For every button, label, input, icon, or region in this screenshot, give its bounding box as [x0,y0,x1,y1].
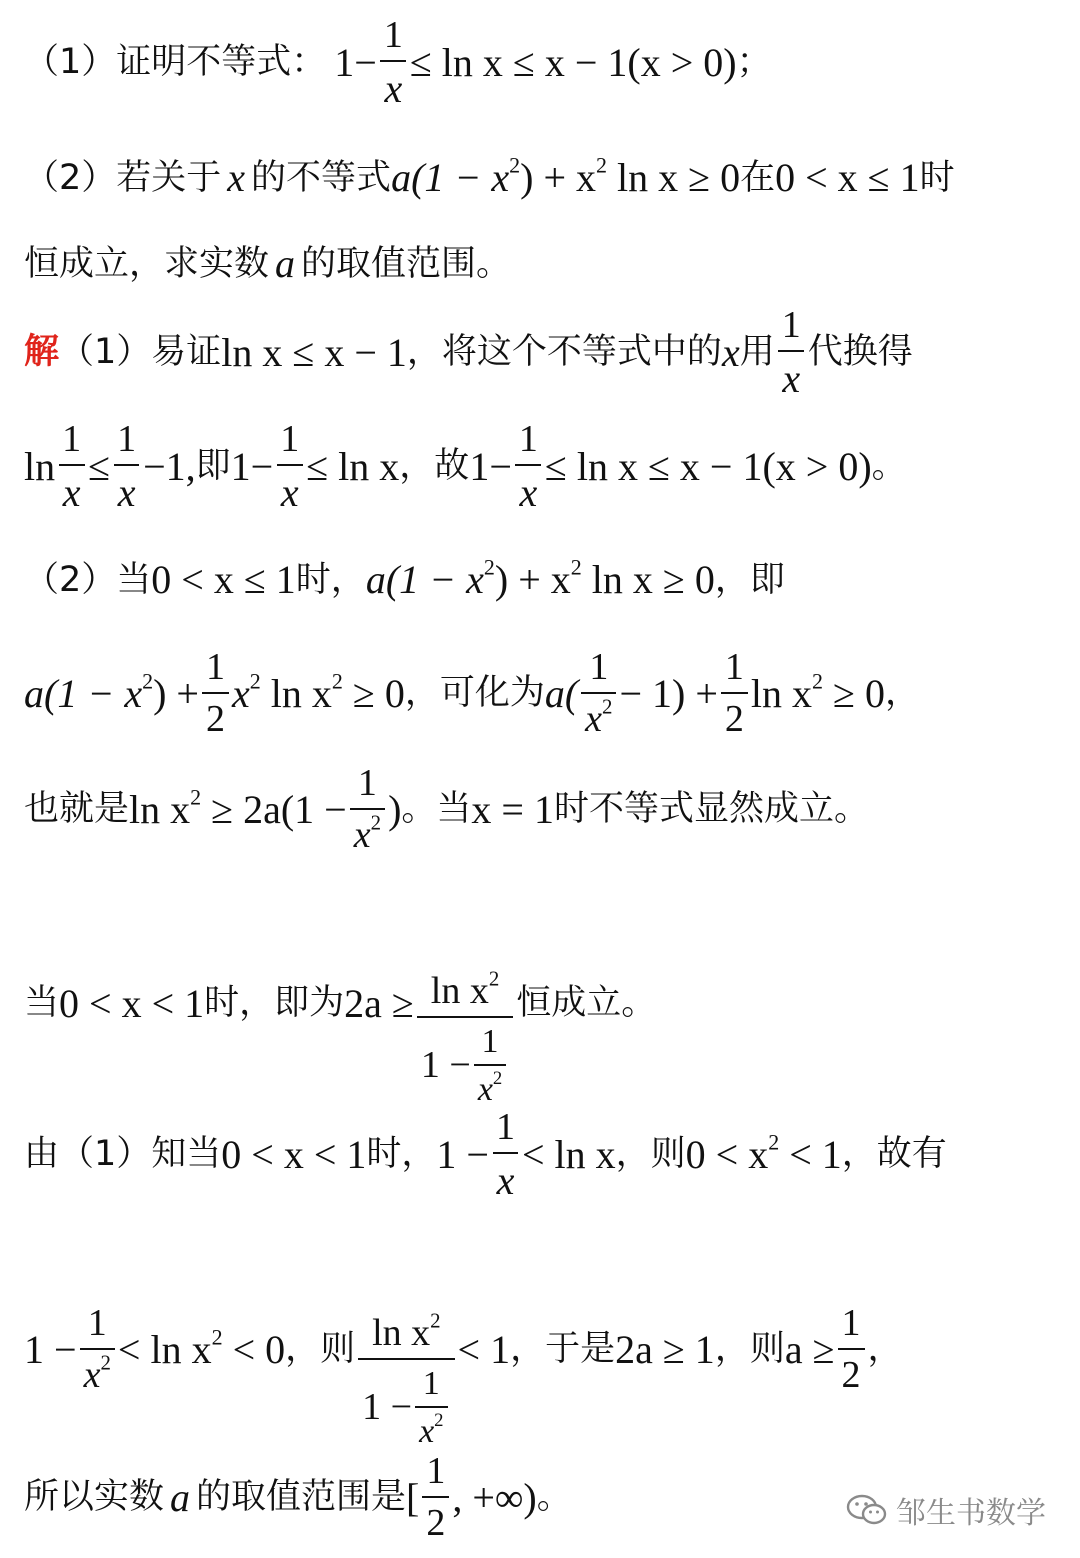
fraction: $\frac{1}{x}$ [380,16,407,110]
solution-1: 解 （1）易证 ln x ≤ x − 1 ，将这个不等式中的 x 用 $\frac{1}{x}$ 代换得 [24,304,913,401]
watermark-text: 邹生书数学 [896,1496,1046,1531]
solution-2-line5: 由（1）知当 0 < x < 1 时， 1 − $\frac{1}{x}$ < ln x ，则 $0 < x^2 < 1$ ，故有 [24,1106,947,1203]
solution-2-line3: 也就是 $\ln x^2 \ge 2a(1$ − $\frac{1}{x^2}$ ) 。当 x = 1 时不等式显然成立。 [24,762,869,856]
conclusion: 所以实数 a 的取值范围是 [ $\frac{1}{2}$ , +∞) 。 [24,1450,572,1544]
solution-2-line4: 当 0 < x < 1 时，即为 2a ≥ $\ln x^2$ 1 − $\frac{1}{x^2}$ 恒成立。 [24,966,657,1108]
solution-2-line2: $a(1 - x^2)$ + $\frac{1}{2}$ $x^2$ $\ln x^2 \ge 0$ ，可化为 a( $\frac{1}{x^2}$ − 1) + $\frac{1}{2}$ $\ln x^2 \ge 0$ ， [24,646,921,740]
solution-1-line2: ln $\frac{1}{x}$ ≤ $\frac{1}{x}$ −1, 即 1− $\frac{1}{x}$ ≤ ln x ，故 1− $\frac{1}{x}$ ≤ ln x ≤ x − 1(x > 0) 。 [24,418,907,515]
watermark [846,1488,1046,1532]
fraction: $\frac{1}{x}$ [778,306,805,400]
question-2: （2）若关于 x 的不等式 $a(1 - x^2) + x^2$ ln x ≥ 0 在 0 < x ≤ 1 时 [24,152,955,200]
solution-2: （2）当 0 < x ≤ 1 时， $a(1 - x^2) + x^2$ ln x ≥ 0 ，即 [24,554,785,602]
question-2-cont: 恒成立，求实数 a 的取值范围。 [24,241,512,286]
compound-fraction: $\ln x^2$ 1 − $\frac{1}{x^2}$ [417,972,513,1107]
solution-label: 解 [24,332,60,373]
question-1: （1）证明不等式： 1− $\frac{1}{x}$ ≤ ln x ≤ x − 1(x > 0) ； [24,14,772,111]
wechat-icon [846,1493,888,1527]
solution-2-line6: 1 − $\frac{1}{x^2}$ < $\ln x^2 < 0$ ，则 $\ln x^2$ 1 − $\frac{1}{x^2}$ < 1 ，于是 2a ≥ 1 ，则 a ≥ $\frac{1}{2}$ ， [24,1301,903,1450]
